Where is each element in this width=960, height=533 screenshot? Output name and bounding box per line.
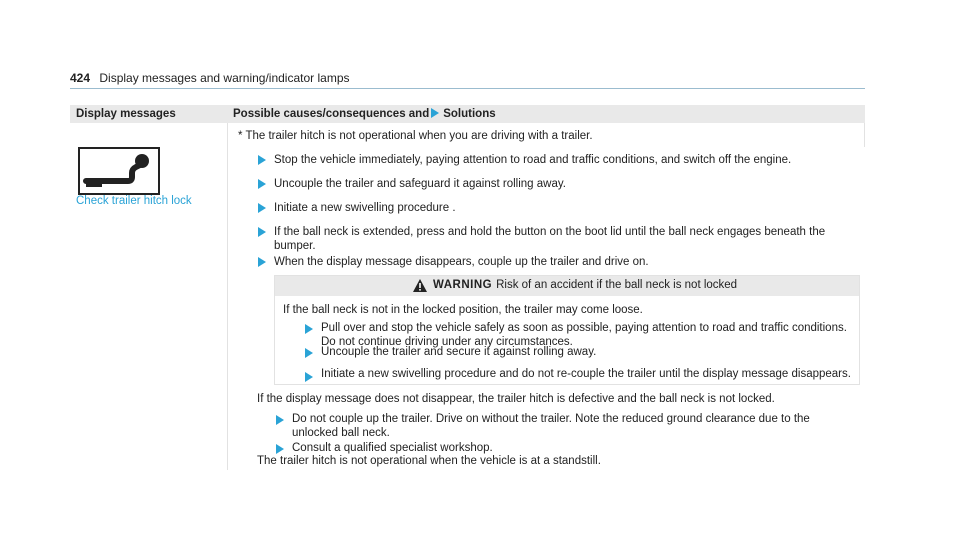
warning-headline: Risk of an accident if the ball neck is not locked bbox=[496, 279, 738, 291]
step-2: Uncouple the trailer and safeguard it against rolling away. bbox=[274, 178, 566, 190]
step-4-cont: bumper. bbox=[274, 240, 316, 252]
step-arrow-icon bbox=[305, 324, 313, 334]
warning-step-3: Initiate a new swivelling procedure and do not re-couple the trailer until the display message disappears. bbox=[321, 368, 851, 380]
page-title: Display messages and warning/indicator lamps bbox=[99, 71, 350, 85]
warning-step-2: Uncouple the trailer and secure it against rolling away. bbox=[321, 346, 597, 358]
step-arrow-icon bbox=[258, 155, 266, 165]
final-text: The trailer hitch is not operational when the vehicle is at a standstill. bbox=[257, 455, 601, 467]
warning-step-1: Pull over and stop the vehicle safely as soon as possible, paying attention to road and traffic conditions. bbox=[321, 322, 847, 334]
step-arrow-icon bbox=[276, 415, 284, 425]
after-step-1-cont: unlocked ball neck. bbox=[292, 427, 390, 439]
warning-step-1-cont: Do not continue driving under any circumstances. bbox=[321, 336, 573, 348]
after-step-1: Do not couple up the trailer. Drive on without the trailer. Note the reduced ground clearance due to the bbox=[292, 413, 810, 425]
warning-text: If the ball neck is not in the locked position, the trailer may come loose. bbox=[283, 304, 643, 316]
header-rule bbox=[70, 88, 865, 89]
step-arrow-icon bbox=[305, 348, 313, 358]
page-number: 424 bbox=[70, 71, 91, 85]
messages-table bbox=[70, 105, 865, 467]
step-4: If the ball neck is extended, press and hold the button on the boot lid until the ball neck engages beneath the bbox=[274, 226, 826, 238]
step-1: Stop the vehicle immediately, paying attention to road and traffic conditions, and switch off the engine. bbox=[274, 154, 792, 166]
step-arrow-icon bbox=[258, 227, 266, 237]
col-causes-solutions: Possible causes/consequences and Solutions bbox=[233, 108, 496, 120]
after-step-2: Consult a qualified specialist workshop. bbox=[292, 442, 493, 454]
message-label: Check trailer hitch lock bbox=[76, 195, 192, 207]
step-3: Initiate a new swivelling procedure . bbox=[274, 202, 456, 214]
step-5: When the display message disappears, couple up the trailer and drive on. bbox=[274, 256, 649, 268]
table-body bbox=[70, 123, 865, 467]
right-border bbox=[864, 123, 865, 147]
page-header bbox=[70, 71, 350, 85]
step-arrow-icon bbox=[258, 179, 266, 189]
step-arrow-icon bbox=[276, 444, 284, 454]
step-arrow-icon bbox=[258, 257, 266, 267]
warning-header bbox=[275, 276, 859, 296]
warning-label: WARNING bbox=[433, 279, 493, 291]
step-arrow-icon bbox=[258, 203, 266, 213]
trailer-hitch-icon bbox=[78, 147, 160, 195]
warning-box bbox=[274, 275, 860, 385]
step-arrow-icon bbox=[305, 372, 313, 382]
warning-triangle-icon bbox=[413, 279, 427, 292]
arrow-icon bbox=[431, 108, 439, 118]
col-display-messages: Display messages bbox=[76, 108, 176, 120]
after-text: If the display message does not disappear, the trailer hitch is defective and the ball neck is not locked. bbox=[257, 393, 775, 405]
table-header bbox=[70, 105, 865, 123]
intro-text: * The trailer hitch is not operational when you are driving with a trailer. bbox=[238, 130, 593, 142]
column-divider bbox=[227, 123, 228, 470]
